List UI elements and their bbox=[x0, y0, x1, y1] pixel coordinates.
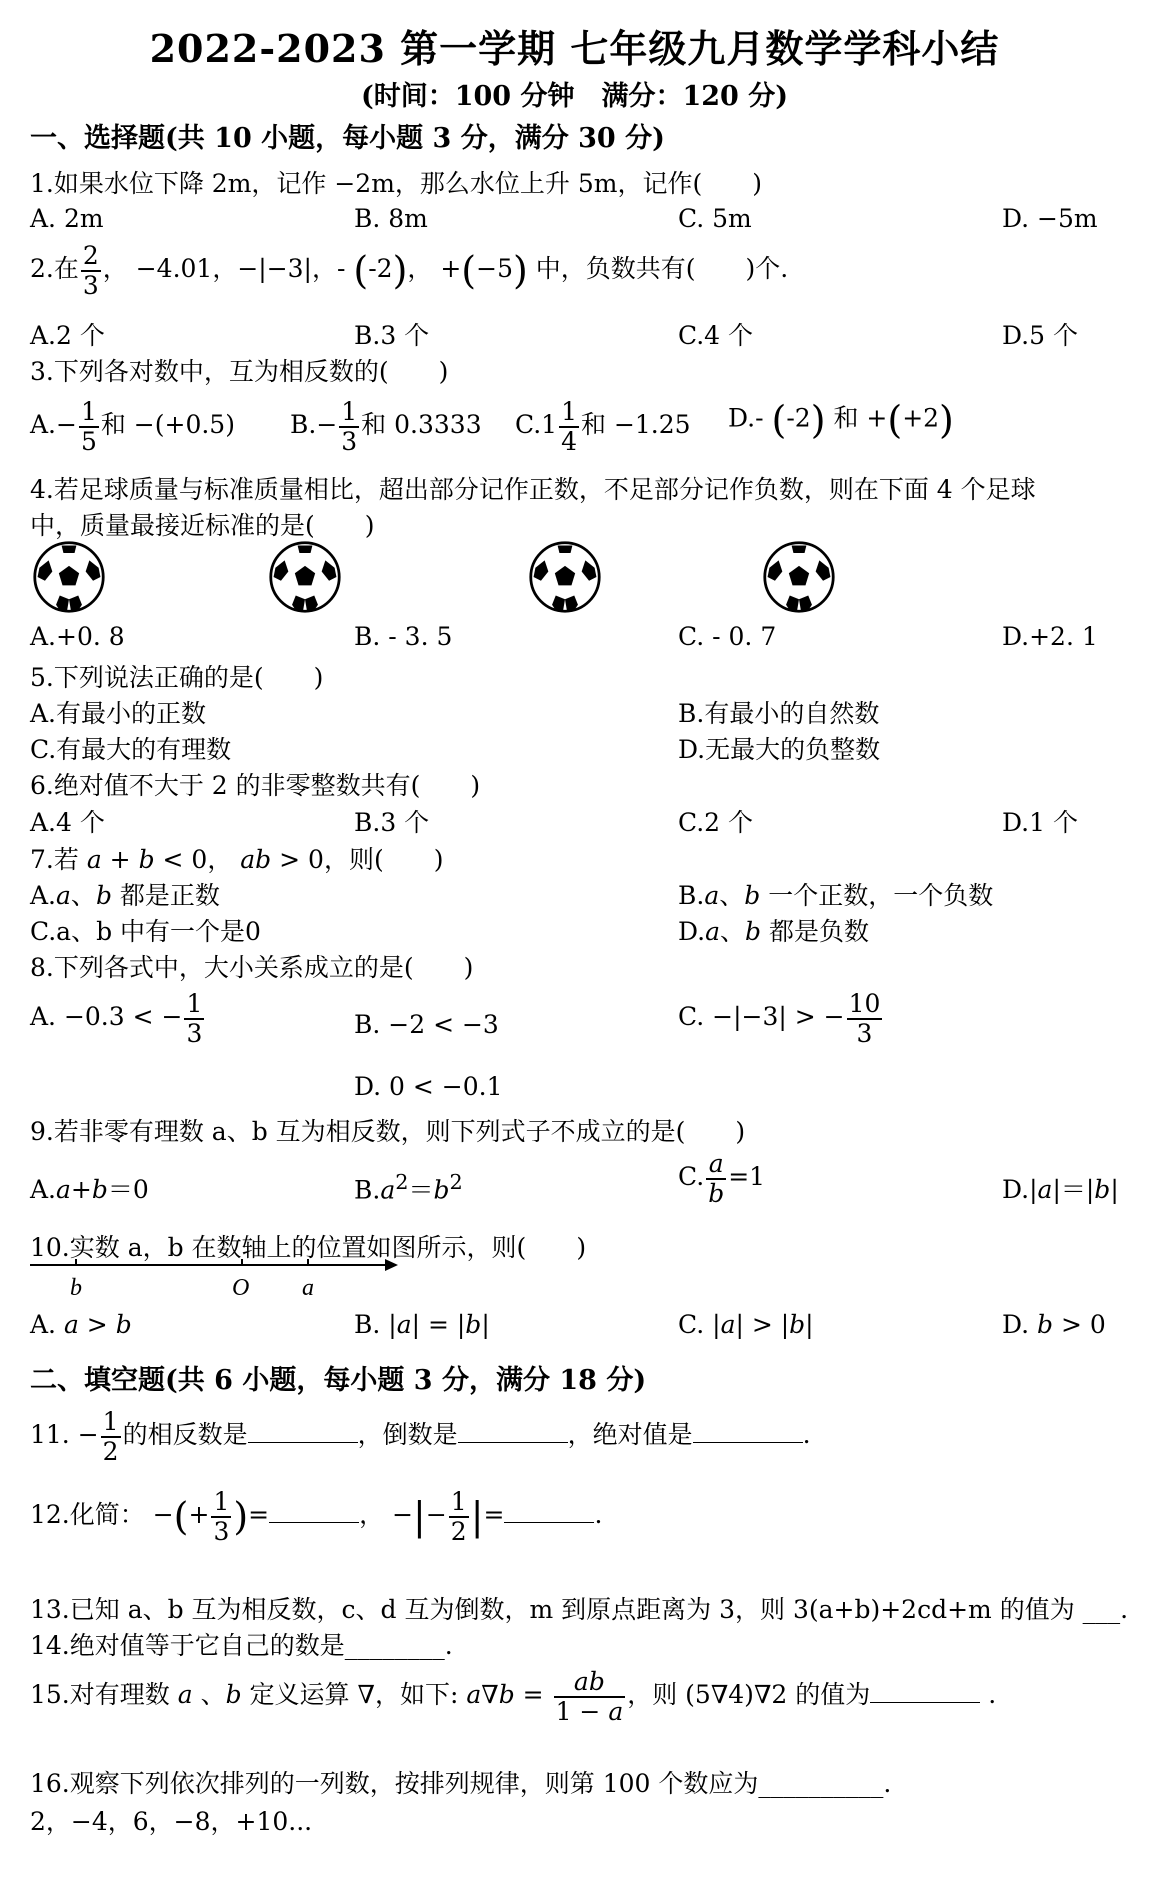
q1-option-a: A. 2m bbox=[30, 204, 104, 233]
section-heading-fill-in: 二、填空题(共 6 小题，每小题 3 分，满分 18 分) bbox=[30, 1365, 647, 1396]
q7-option-a: A.a、b 都是正数 bbox=[30, 881, 220, 910]
q8-option-c: C. −|−3| > − $\frac{10}{3}$ bbox=[678, 989, 881, 1048]
axis-label-origin: O bbox=[232, 1275, 250, 1301]
page-subtitle: (时间：100 分钟 满分：120 分) bbox=[360, 81, 789, 112]
question-3-stem: 3.下列各对数中，互为相反数的( ) bbox=[30, 357, 449, 386]
q7-option-b: B.a、b 一个正数，一个负数 bbox=[678, 881, 994, 910]
question-5-stem: 5.下列说法正确的是( ) bbox=[30, 663, 324, 692]
q8-option-a: A. −0.3 < − $\frac{1}{3}$ bbox=[30, 989, 203, 1048]
question-16-sequence: 2，−4，6，−8，+10... bbox=[30, 1807, 313, 1836]
q1-option-c: C. 5m bbox=[678, 204, 752, 233]
section-heading-choice: 一、选择题(共 10 小题，每小题 3 分，满分 30 分) bbox=[30, 123, 665, 154]
q6-option-b: B.3 个 bbox=[354, 808, 430, 837]
q7-option-d: D.a、b 都是负数 bbox=[678, 917, 869, 946]
question-9-stem: 9.若非零有理数 a、b 互为相反数，则下列式子不成立的是( ) bbox=[30, 1117, 746, 1146]
q10-option-b: B. |a| = |b| bbox=[354, 1310, 490, 1339]
q3-option-b: B.− $\frac{1}{3}$ 和 0.3333 bbox=[290, 397, 482, 456]
q4-option-a: A.+0. 8 bbox=[30, 622, 125, 651]
question-11-stem: 11. − $\frac{1}{2}$ 的相反数是 ，倒数是 ，绝对值是 . bbox=[30, 1407, 811, 1466]
question-6-stem: 6.绝对值不大于 2 的非零整数共有( ) bbox=[30, 771, 481, 800]
question-7-stem: 7.若 a + b < 0， ab > 0，则( ) bbox=[30, 845, 444, 874]
q9-option-d: D.|a|＝|b| bbox=[1002, 1175, 1119, 1204]
question-16-stem: 16.观察下列依次排列的一列数，按排列规律，则第 100 个数应为__________. bbox=[30, 1769, 892, 1798]
q9-option-a: A.a+b＝0 bbox=[30, 1175, 149, 1204]
q2-option-c: C.4 个 bbox=[678, 321, 754, 350]
q1-option-d: D. −5m bbox=[1002, 204, 1098, 233]
question-10-stem: 10.实数 a，b 在数轴上的位置如图所示，则( ) bbox=[30, 1233, 587, 1262]
axis-label-a: a bbox=[302, 1275, 314, 1301]
soccer-ball-icon bbox=[32, 540, 106, 614]
question-2-stem: 2.在 $\frac{2}{3}$ ， −4.01，−|−3|，- (-2)， +(−5) 中，负数共有( )个. bbox=[30, 241, 789, 300]
soccer-ball-icon bbox=[528, 540, 602, 614]
question-4-stem-line2: 中，质量最接近标准的是( ) bbox=[30, 511, 375, 540]
number-line bbox=[30, 1253, 400, 1303]
q6-option-a: A.4 个 bbox=[30, 808, 105, 837]
question-4-stem-line1: 4.若足球质量与标准质量相比，超出部分记作正数，不足部分记作负数，则在下面 4 个足球 bbox=[30, 475, 1036, 504]
q10-option-a: A. a > b bbox=[30, 1310, 132, 1339]
soccer-ball-icon bbox=[268, 540, 342, 614]
q5-option-a: A.有最小的正数 bbox=[30, 699, 207, 728]
question-14-stem: 14.绝对值等于它自己的数是________. bbox=[30, 1631, 453, 1660]
q4-option-b: B. - 3. 5 bbox=[354, 622, 453, 651]
axis-arrow-icon bbox=[385, 1259, 398, 1271]
question-1-stem: 1.如果水位下降 2m，记作 −2m，那么水位上升 5m，记作( ) bbox=[30, 169, 762, 198]
q6-option-c: C.2 个 bbox=[678, 808, 754, 837]
q3-option-c: C.1 $\frac{1}{4}$ 和 −1.25 bbox=[515, 397, 691, 456]
question-13-stem: 13.已知 a、b 互为相反数，c、d 互为倒数，m 到原点距离为 3，则 3(a+b)+2cd+m 的值为 ___. bbox=[30, 1595, 1129, 1624]
q6-option-d: D.1 个 bbox=[1002, 808, 1078, 837]
q10-option-c: C. |a| > |b| bbox=[678, 1310, 814, 1339]
q1-option-b: B. 8m bbox=[354, 204, 428, 233]
q2-option-b: B.3 个 bbox=[354, 321, 430, 350]
question-12-stem: 12.化简： −(+ $\frac{1}{3}$ )= ， −|− $\frac{1}{2}$ |= . bbox=[30, 1487, 603, 1546]
q4-option-d: D.+2. 1 bbox=[1002, 622, 1098, 651]
q7-option-c: C.a、b 中有一个是0 bbox=[30, 917, 261, 946]
axis-label-b: b bbox=[70, 1275, 82, 1301]
q3-option-d: D.- (-2) 和 +(+2) bbox=[728, 398, 954, 442]
q2-option-a: A.2 个 bbox=[30, 321, 105, 350]
soccer-ball-icon bbox=[762, 540, 836, 614]
q8-option-b: B. −2 < −3 bbox=[354, 1010, 499, 1039]
q2-option-d: D.5 个 bbox=[1002, 321, 1078, 350]
q9-option-b: $B.a^2=b^2$ bbox=[354, 1170, 463, 1205]
q9-option-c: C. $\frac{a}{b}$ =1 bbox=[678, 1149, 766, 1208]
q5-option-d: D.无最大的负整数 bbox=[678, 735, 881, 764]
q10-option-d: D. b > 0 bbox=[1002, 1310, 1106, 1339]
question-15-stem: 15.对有理数 a 、b 定义运算 ∇，如下: a∇b = $\frac{ab}{1 - a}$ ，则 (5∇4)∇2 的值为 . bbox=[30, 1667, 997, 1726]
q8-option-d: D. 0 < −0.1 bbox=[354, 1072, 503, 1101]
q5-option-b: B.有最小的自然数 bbox=[678, 699, 880, 728]
question-8-stem: 8.下列各式中，大小关系成立的是( ) bbox=[30, 953, 474, 982]
page-title: 2022-2023 第一学期 七年级九月数学学科小结 bbox=[149, 26, 1000, 71]
q5-option-c: C.有最大的有理数 bbox=[30, 735, 232, 764]
q3-option-a: A.− $\frac{1}{5}$ 和 −(+0.5) bbox=[30, 397, 235, 456]
q4-option-c: C. - 0. 7 bbox=[678, 622, 777, 651]
